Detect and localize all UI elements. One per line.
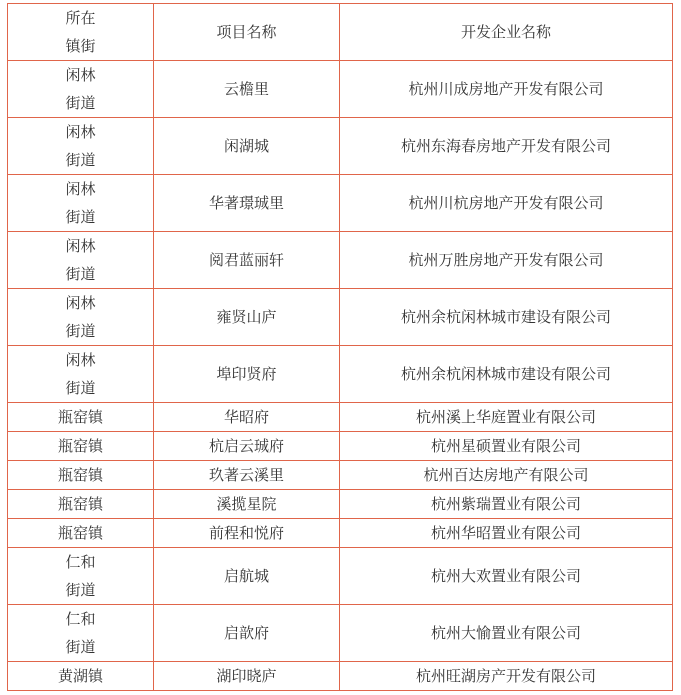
- table-row: [8, 232, 673, 289]
- table-row: [8, 432, 673, 461]
- company-cell: 杭州旺湖房产开发有限公司: [340, 662, 673, 691]
- company-cell: 杭州余杭闲林城市建设有限公司: [340, 289, 673, 346]
- project-cell: 华著璟珹里: [154, 175, 340, 232]
- town-cell: 仁和街道: [8, 605, 154, 662]
- town-cell: 仁和街道: [8, 548, 154, 605]
- town-cell: 闲林街道: [8, 175, 154, 232]
- town-cell: 瓶窑镇: [8, 519, 154, 548]
- header-cell-town: 所在镇街: [8, 4, 154, 61]
- table-row: [8, 461, 673, 490]
- company-cell: 杭州余杭闲林城市建设有限公司: [340, 346, 673, 403]
- table-row: [8, 289, 673, 346]
- company-cell: 杭州大愉置业有限公司: [340, 605, 673, 662]
- project-cell: 玖著云溪里: [154, 461, 340, 490]
- town-cell: 闲林街道: [8, 289, 154, 346]
- project-cell: 华昭府: [154, 403, 340, 432]
- project-cell: 湖印晓庐: [154, 662, 340, 691]
- town-cell: 瓶窑镇: [8, 461, 154, 490]
- company-cell: 杭州大欢置业有限公司: [340, 548, 673, 605]
- company-cell: 杭州华昭置业有限公司: [340, 519, 673, 548]
- table-row: [8, 519, 673, 548]
- project-cell: 雍贤山庐: [154, 289, 340, 346]
- company-cell: 杭州万胜房地产开发有限公司: [340, 232, 673, 289]
- company-cell: 杭州紫瑞置业有限公司: [340, 490, 673, 519]
- project-cell: 埠印贤府: [154, 346, 340, 403]
- table-row: [8, 175, 673, 232]
- table-row: [8, 61, 673, 118]
- table-row: [8, 118, 673, 175]
- table-row: [8, 490, 673, 519]
- company-cell: 杭州东海春房地产开发有限公司: [340, 118, 673, 175]
- header-cell-company: 开发企业名称: [340, 4, 673, 61]
- project-cell: 云檐里: [154, 61, 340, 118]
- project-cell: 杭启云珹府: [154, 432, 340, 461]
- town-cell: 瓶窑镇: [8, 432, 154, 461]
- table-header-row: [8, 4, 673, 61]
- project-cell: 闲湖城: [154, 118, 340, 175]
- project-cell: 阅君蓝丽轩: [154, 232, 340, 289]
- company-cell: 杭州百达房地产有限公司: [340, 461, 673, 490]
- table-row: [8, 403, 673, 432]
- table-row: [8, 548, 673, 605]
- project-table: [7, 3, 673, 691]
- town-cell: 闲林街道: [8, 232, 154, 289]
- town-cell: 黄湖镇: [8, 662, 154, 691]
- town-cell: 瓶窑镇: [8, 490, 154, 519]
- project-cell: 启航城: [154, 548, 340, 605]
- town-cell: 瓶窑镇: [8, 403, 154, 432]
- town-cell: 闲林街道: [8, 346, 154, 403]
- company-cell: 杭州川成房地产开发有限公司: [340, 61, 673, 118]
- town-cell: 闲林街道: [8, 118, 154, 175]
- table-row: [8, 346, 673, 403]
- project-cell: 前程和悦府: [154, 519, 340, 548]
- town-cell: 闲林街道: [8, 61, 154, 118]
- project-cell: 溪揽星院: [154, 490, 340, 519]
- table-row: [8, 662, 673, 691]
- company-cell: 杭州溪上华庭置业有限公司: [340, 403, 673, 432]
- company-cell: 杭州星硕置业有限公司: [340, 432, 673, 461]
- table-row: [8, 605, 673, 662]
- company-cell: 杭州川杭房地产开发有限公司: [340, 175, 673, 232]
- header-cell-project: 项目名称: [154, 4, 340, 61]
- project-cell: 启歆府: [154, 605, 340, 662]
